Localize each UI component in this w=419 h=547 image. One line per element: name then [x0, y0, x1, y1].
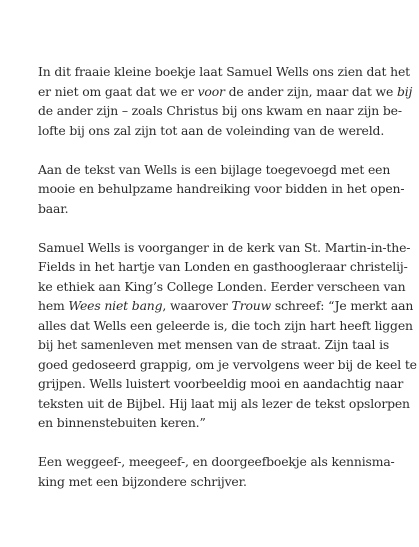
text-run: king met een bijzondere schrijver. — [38, 473, 247, 489]
text-run: er niet om gaat dat we er — [38, 83, 198, 99]
text-run: bij het samenleven met mensen van de straat. Zijn taal is — [38, 337, 390, 352]
paragraph — [38, 238, 417, 433]
text-line — [38, 238, 411, 258]
italic-text-run: Wees niet bang — [68, 298, 163, 313]
text-line — [38, 62, 410, 82]
text-line — [38, 101, 402, 121]
text-line — [38, 179, 405, 199]
text-line — [38, 452, 395, 472]
paragraph — [38, 452, 395, 491]
text-run: Aan de tekst van Wells is een bijlage toegevoegd met een — [38, 161, 391, 177]
text-run: baar. — [38, 200, 69, 216]
text-run: alles dat Wells een geleerde is, die toch zijn hart heeft liggen — [38, 317, 413, 333]
text-line — [38, 413, 383, 433]
text-line — [38, 199, 383, 219]
text-line — [38, 355, 417, 375]
text-run: ke ethiek aan King’s College Londen. Eerder verscheen van — [38, 278, 406, 294]
text-run: schreef: “Je merkt aan — [271, 298, 414, 313]
text-line — [38, 316, 413, 336]
paragraph — [38, 62, 413, 140]
text-line — [38, 374, 404, 394]
text-run: lofte bij ons zal zijn tot aan de voleinding van de wereld. — [38, 122, 385, 138]
text-run: mooie en behulpzame handreiking voor bidden in het open- — [38, 181, 405, 196]
italic-text-run: bij — [396, 83, 413, 99]
text-run: en binnenstebuiten keren.” — [38, 415, 206, 430]
italic-text-run: voor — [197, 83, 225, 99]
text-line — [38, 335, 390, 355]
text-run: , waarover — [162, 298, 232, 313]
back-cover-text — [38, 62, 417, 511]
text-line — [38, 160, 391, 180]
text-run: de ander zijn – zoals Christus bij ons kwam en naar zijn be- — [38, 103, 402, 118]
text-line — [38, 121, 383, 141]
text-run: goed gedoseerd grappig, om je vervolgens weer bij de keel te — [38, 356, 417, 372]
text-line — [38, 277, 406, 297]
text-run: Een weggeef-, meegeef-, en doorgeefboekje als kennisma- — [38, 454, 395, 469]
text-line — [38, 82, 413, 102]
text-run: hem — [38, 298, 69, 313]
text-run: teksten uit de Bijbel. Hij laat mij als lezer de tekst opslorpen — [38, 395, 410, 411]
text-run: Samuel Wells is voorganger in de kerk van St. Martin-in-the- — [38, 239, 411, 255]
paragraph — [38, 160, 405, 219]
text-line — [38, 296, 414, 316]
text-run: de ander zijn, maar dat we — [224, 83, 397, 99]
text-run: grijpen. Wells luistert voorbeeldig mooi en aandachtig naar — [38, 376, 404, 391]
text-run: Fields in het hartje van Londen en gasthoogleraar christelij- — [38, 259, 408, 274]
italic-text-run: Trouw — [231, 298, 272, 313]
text-run: In dit fraaie kleine boekje laat Samuel Wells ons zien dat het — [38, 64, 410, 79]
text-line — [38, 394, 410, 414]
text-line — [38, 472, 383, 492]
text-line — [38, 257, 408, 277]
